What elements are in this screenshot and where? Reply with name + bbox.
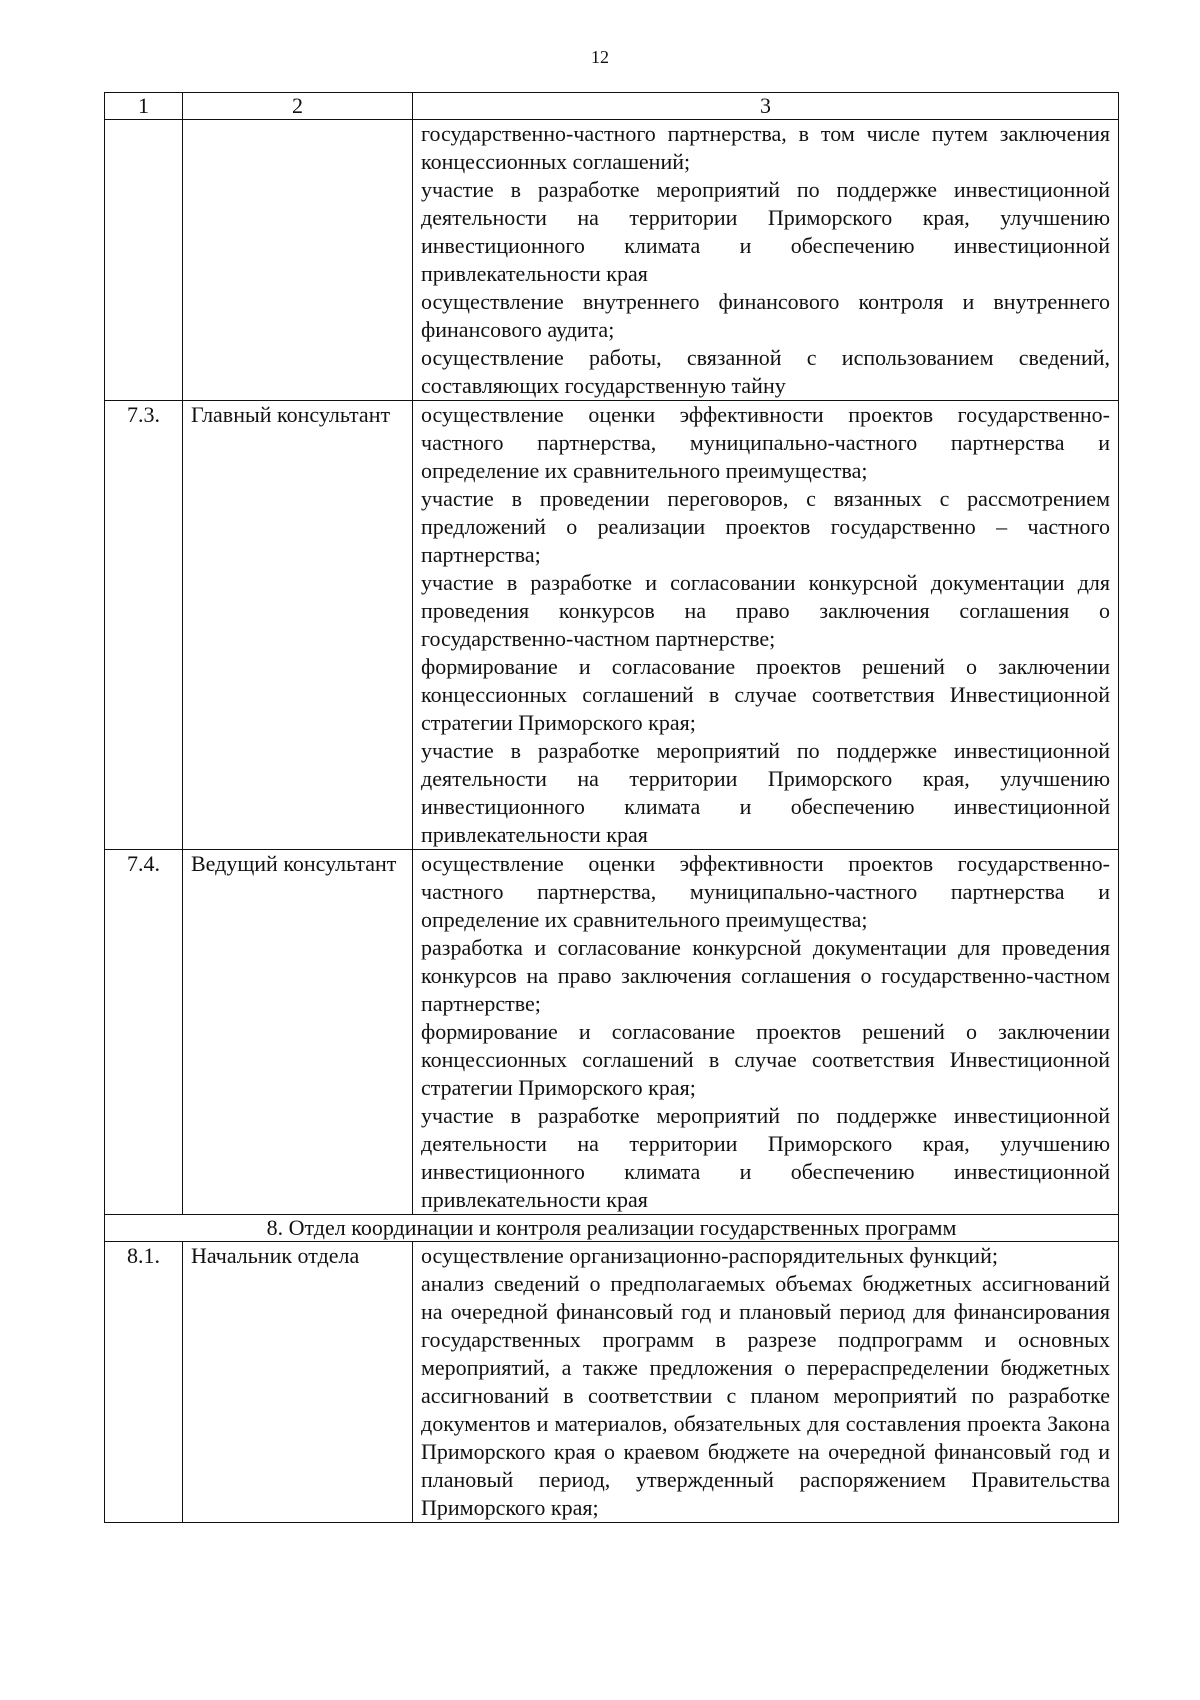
duty-item: разработка и согласование конкурсной документации для проведения конкурсов на право заключения соглашения о государственно-частном партнерстве;	[421, 935, 1110, 1016]
table-row	[105, 1242, 1119, 1523]
duty-item: формирование и согласование проектов решений о заключении концессионных соглашений в случае соответствия Инвестиционной стратегии Приморского края;	[421, 654, 1110, 735]
duties-table	[104, 92, 1119, 1523]
row-number: 7.4.	[105, 850, 183, 1215]
section-header-row	[105, 1215, 1119, 1242]
duty-item: участие в разработке мероприятий по поддержке инвестиционной деятельности на территории Приморского края, улучшению инвестиционного климата и обеспечению инвестиционной привлекательности края	[421, 177, 1110, 286]
row-number: 7.3.	[105, 401, 183, 850]
duty-item: государственно-частного партнерства, в том числе путем заключения концессионных соглашений;	[421, 121, 1110, 174]
column-header-duties: 3	[413, 93, 1119, 120]
row-number	[105, 120, 183, 401]
duty-item: участие в разработке и согласовании конкурсной документации для проведения конкурсов на право заключения соглашения о государственно-частном партнерстве;	[421, 570, 1110, 651]
duty-item: участие в разработке мероприятий по поддержке инвестиционной деятельности на территории Приморского края, улучшению инвестиционного климата и обеспечению инвестиционной привлекательности края	[421, 738, 1110, 847]
table-row	[105, 401, 1119, 850]
duty-item: осуществление внутреннего финансового контроля и внутреннего финансового аудита;	[421, 289, 1110, 342]
duties-cell	[413, 1242, 1119, 1523]
duties-cell	[413, 401, 1119, 850]
duty-item: формирование и согласование проектов решений о заключении концессионных соглашений в случае соответствия Инвестиционной стратегии Приморского края;	[421, 1019, 1110, 1100]
duty-item: анализ сведений о предполагаемых объемах бюджетных ассигнований на очередной финансовый год и плановый период для финансирования государственных программ в разрезе подпрограмм и основных мероприятий, а также предложения о перераспределении бюджетных ассигнований в соответствии с планом мероприятий по разработке документов и материалов, обязательных для составления проекта Закона Приморского края о краевом бюджете на очередной финансовый год и плановый период, утвержденный распоряжением Правительства Приморского края;	[421, 1271, 1110, 1520]
position-title	[183, 120, 413, 401]
duty-item: осуществление оценки эффективности проектов государственно-частного партнерства, муниципально-частного партнерства и определение их сравнительного преимущества;	[421, 851, 1110, 932]
duty-item: осуществление работы, связанной с использованием сведений, составляющих государственную тайну	[421, 345, 1110, 398]
position-title: Ведущий консультант	[183, 850, 413, 1215]
duty-item: участие в разработке мероприятий по поддержке инвестиционной деятельности на территории Приморского края, улучшению инвестиционного климата и обеспечению инвестиционной привлекательности края	[421, 1103, 1110, 1212]
row-number: 8.1.	[105, 1242, 183, 1523]
table-header-row	[105, 93, 1119, 120]
table-row	[105, 850, 1119, 1215]
page-number: 12	[591, 47, 609, 67]
duty-item: участие в проведении переговоров, с вязанных с рассмотрением предложений о реализации проектов государственно – частного партнерства;	[421, 486, 1110, 567]
section-title: 8. Отдел координации и контроля реализации государственных программ	[105, 1215, 1119, 1242]
duties-cell	[413, 850, 1119, 1215]
duties-cell	[413, 120, 1119, 401]
position-title: Начальник отдела	[183, 1242, 413, 1523]
duty-item: осуществление организационно-распорядительных функций;	[421, 1243, 998, 1268]
duty-item: осуществление оценки эффективности проектов государственно-частного партнерства, муниципально-частного партнерства и определение их сравнительного преимущества;	[421, 402, 1110, 483]
table-row	[105, 120, 1119, 401]
position-title: Главный консультант	[183, 401, 413, 850]
column-header-position: 2	[183, 93, 413, 120]
column-header-number: 1	[105, 93, 183, 120]
